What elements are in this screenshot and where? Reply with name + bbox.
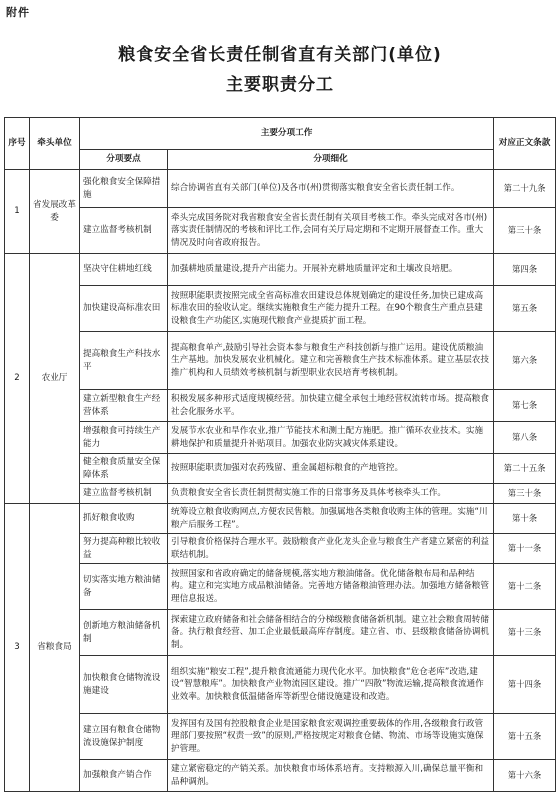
row-point: 努力提高种粮比较收益: [80, 534, 168, 564]
row-point: 抓好粮食收购: [80, 504, 168, 534]
row-point: 建立监督考核机制: [80, 484, 168, 504]
row-article: 第十一条: [494, 534, 556, 564]
row-article: 第十四条: [494, 656, 556, 714]
header-point: 分项要点: [80, 150, 168, 170]
row-article: 第十三条: [494, 610, 556, 656]
table-row: [5, 610, 556, 656]
table-row: [5, 332, 556, 390]
header-main-tasks: 主要分项工作: [80, 118, 494, 150]
row-point: 建立国有粮食仓储物流设施保护制度: [80, 714, 168, 760]
row-article: 第四条: [494, 254, 556, 286]
table-row: [5, 254, 556, 286]
row-point: 强化粮食安全保障措施: [80, 170, 168, 208]
row-article: 第三十条: [494, 484, 556, 504]
row-article: 第二十五条: [494, 454, 556, 484]
table-row: [5, 390, 556, 422]
document-title-line-1: 粮食安全省长责任制省直有关部门(单位): [118, 45, 442, 65]
table-row: [5, 422, 556, 454]
annex-label: 附件: [6, 6, 30, 19]
group-seq: 2: [5, 254, 30, 504]
table-row: [5, 454, 556, 484]
row-point: 加快粮食仓储物流设施建设: [80, 656, 168, 714]
row-point: 增强粮食可持续生产能力: [80, 422, 168, 454]
row-detail: 牵头完成国务院对我省粮食安全省长责任制有关项目考核工作。牵头完成对各市(州)落实责任制情况的考核和评比工作,会同有关厅局定期和不定期开展督查工作。重大情况及时向省政府报告。: [168, 208, 494, 254]
row-detail: 发展节水农业和旱作农业,推广节能技术和测土配方施肥。推广循环农业技术。实施耕地保护和质量提升补贴项目。加强农业防灾减灾体系建设。: [168, 422, 494, 454]
row-article: 第二十九条: [494, 170, 556, 208]
row-detail: 按照职能职责加强对农药残留、重金属超标粮食的产地管控。: [168, 454, 494, 484]
header-detail: 分项细化: [168, 150, 494, 170]
row-point: 健全粮食质量安全保障体系: [80, 454, 168, 484]
row-detail: 负责粮食安全省长责任制贯彻实施工作的日常事务及具体考核牵头工作。: [168, 484, 494, 504]
header-article: 对应正文条款: [494, 118, 556, 170]
row-article: 第五条: [494, 286, 556, 332]
row-detail: 按照职能职责按照完成全省高标准农田建设总体规划确定的建设任务,加快已建成高标准农田的验收认定。继续实施粮食生产能力提升工程。在90个粮食生产重点县建设粮食生产功能区,实施现代粮食产业提质扩面工程。: [168, 286, 494, 332]
row-point: 坚决守住耕地红线: [80, 254, 168, 286]
row-article: 第七条: [494, 390, 556, 422]
row-point: 建立监督考核机制: [80, 208, 168, 254]
row-detail: 建立紧密稳定的产销关系。加快粮食市场体系培育。支持粮源入川,确保总量平衡和品种调剂。: [168, 760, 494, 792]
table-row: [5, 760, 556, 792]
row-detail: 组织实施“粮安工程”,提升粮食流通能力现代化水平。加快粮食“危仓老库”改造,建设“智慧粮库”。加快粮食产业物流园区建设。推广“四散”物流运输,提高粮食流通作业效率。加快粮食低温储备库等新型仓储设施建设和改造。: [168, 656, 494, 714]
row-article: 第六条: [494, 332, 556, 390]
row-article: 第十五条: [494, 714, 556, 760]
row-point: 加强粮食产销合作: [80, 760, 168, 792]
header-seq: 序号: [5, 118, 30, 170]
row-article: 第十条: [494, 504, 556, 534]
row-point: 提高粮食生产科技水平: [80, 332, 168, 390]
group-seq: 3: [5, 504, 30, 792]
row-detail: 积极发展多种形式适度规模经营。加快建立健全承包土地经营权流转市场。提高粮食社会化服务水平。: [168, 390, 494, 422]
group-unit: 农业厅: [30, 254, 80, 504]
table-row: [5, 714, 556, 760]
row-point: 建立新型粮食生产经营体系: [80, 390, 168, 422]
row-detail: 发挥国有及国有控股粮食企业是国家粮食宏观调控重要载体的作用,各级粮食行政管理部门要按照“权责一致”的原则,严格按规定对粮食仓储、物流、市场等设施实施保护管理。: [168, 714, 494, 760]
row-article: 第三十条: [494, 208, 556, 254]
table-row: [5, 504, 556, 534]
row-detail: 加强耕地质量建设,提升产出能力。开展补充耕地质量评定和土壤改良培肥。: [168, 254, 494, 286]
header-row-1: [5, 118, 556, 150]
header-row-2: [5, 150, 556, 170]
row-article: 第八条: [494, 422, 556, 454]
table-row: [5, 484, 556, 504]
row-detail: 引导粮食价格保持合理水平。鼓励粮食产业化龙头企业与粮食生产者建立紧密的利益联结机制。: [168, 534, 494, 564]
table-row: [5, 208, 556, 254]
row-point: 加快建设高标准农田: [80, 286, 168, 332]
row-detail: 探索建立政府储备和社会储备相结合的分梯级粮食储备新机制。建立社会粮食周转储备。执行粮食经营、加工企业最低最高库存制度。建立省、市、县级粮食储备协调机制。: [168, 610, 494, 656]
table-row: [5, 656, 556, 714]
row-article: 第十六条: [494, 760, 556, 792]
row-article: 第十二条: [494, 564, 556, 610]
table-row: [5, 534, 556, 564]
document-title-line-2: 主要职责分工: [226, 75, 334, 95]
header-lead-unit: 牵头单位: [30, 118, 80, 170]
row-point: 切实落实地方粮油储备: [80, 564, 168, 610]
row-detail: 提高粮食单产,鼓励引导社会资本参与粮食生产科技创新与推广运用。建设优质粮油生产基地。加快发展农业机械化。建立和完善粮食生产技术标准体系。建立基层农技推广机构和人员绩效考核机制与新型职业农民培育考核机制。: [168, 332, 494, 390]
row-detail: 综合协调省直有关部门(单位)及各市(州)贯彻落实粮食安全省长责任制工作。: [168, 170, 494, 208]
group-unit: 省发展改革委: [30, 170, 80, 254]
group-unit: 省粮食局: [30, 504, 80, 792]
duty-table: [4, 117, 556, 792]
table-row: [5, 564, 556, 610]
row-point: 创新地方粮油储备机制: [80, 610, 168, 656]
row-detail: 统筹设立粮食收购网点,方便农民售粮。加强属地各类粮食收购主体的管理。实施“川粮产后服务工程”。: [168, 504, 494, 534]
row-detail: 按照国家和省政府确定的储备规模,落实地方粮油储备。优化储备粮布局和品种结构。建立和完实地方成品粮油储备。完善地方储备粮油管理办法。加强地方储备粮管理信息报送。: [168, 564, 494, 610]
group-seq: 1: [5, 170, 30, 254]
table-row: [5, 286, 556, 332]
table-row: [5, 170, 556, 208]
